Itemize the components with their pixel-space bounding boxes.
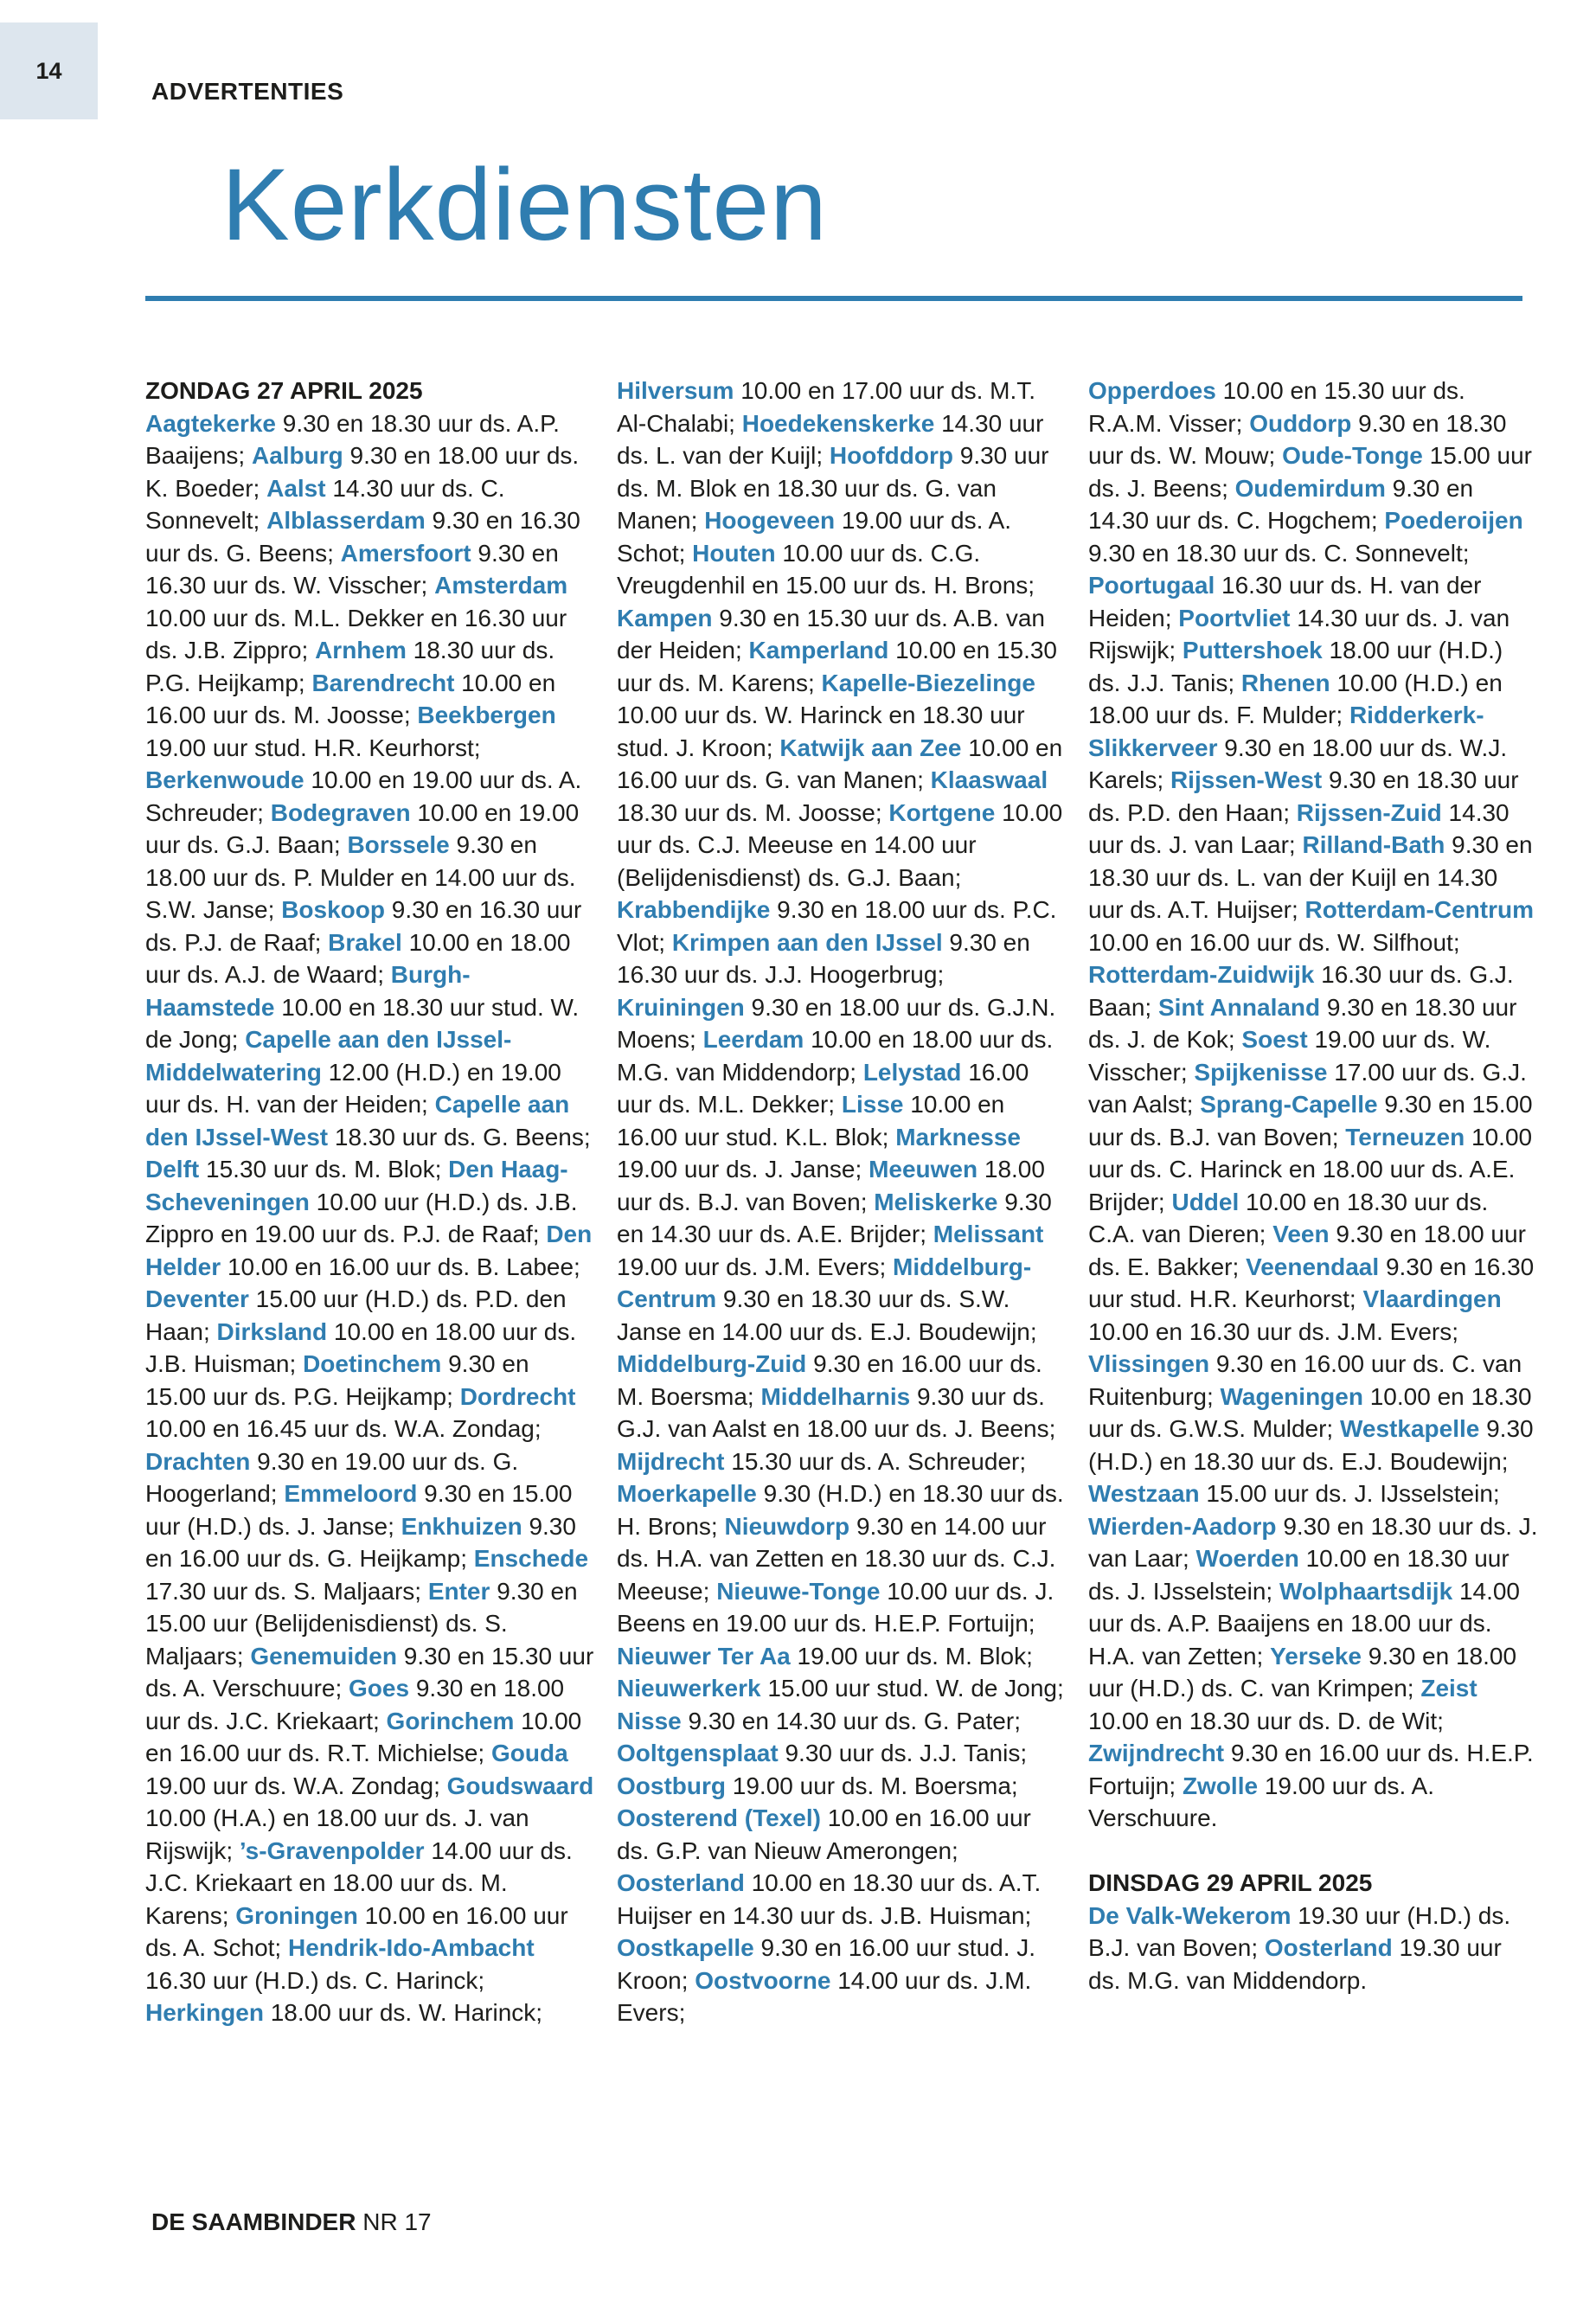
city-name: Oostvoorne xyxy=(695,1966,831,1994)
footer-brand: DE SAAMBINDER xyxy=(151,2208,356,2235)
city-name: Opperdoes xyxy=(1088,377,1216,404)
service-details: 10.00 en 16.00 uur ds. G. van Manen; xyxy=(617,734,1063,793)
city-name: Vlissingen xyxy=(1088,1350,1210,1377)
service-details: 19.00 uur ds. A. Schot; xyxy=(617,507,1012,567)
column-2 xyxy=(617,375,1067,2029)
city-name: Leerdam xyxy=(702,1026,804,1053)
city-name: Mijdrecht xyxy=(617,1447,725,1475)
city-name: Wierden-Aadorp xyxy=(1088,1512,1277,1540)
section-heading-sunday: ZONDAG 27 APRIL 2025 xyxy=(145,377,423,404)
city-name: Katwijk aan Zee xyxy=(779,734,962,761)
city-name: Enschede xyxy=(473,1545,589,1572)
city-name: De Valk-Wekerom xyxy=(1088,1901,1292,1929)
church-service-entry xyxy=(617,1740,1027,1766)
city-name: Aalburg xyxy=(251,442,343,469)
city-name: Westkapelle xyxy=(1339,1415,1480,1442)
service-details: 10.00 uur ds. C.G. Vreugdenhil en 15.00 uur ds. H. Brons; xyxy=(617,539,1035,599)
service-details: 9.30 en 16.00 uur ds. H.E.P. Fortuijn; xyxy=(1088,1740,1534,1799)
city-name: Poortvliet xyxy=(1178,604,1291,631)
city-name: Terneuzen xyxy=(1345,1123,1465,1150)
city-name: Spijkenisse xyxy=(1194,1058,1328,1086)
city-name: Capelle aan den IJssel-Middelwatering xyxy=(145,1026,512,1086)
service-details: 10.00 en 16.00 uur ds. M. Joosse; xyxy=(145,669,556,728)
city-name: Rhenen xyxy=(1240,669,1330,696)
city-name: Poortugaal xyxy=(1088,572,1215,599)
city-name: Barendrecht xyxy=(311,669,455,696)
service-details: 9.30 en 16.30 uur ds. W. Visscher; xyxy=(145,539,559,599)
service-details: 9.30 en 18.30 uur ds. J. van Laar; xyxy=(1088,1512,1538,1572)
city-name: Drachten xyxy=(145,1447,251,1475)
city-name: Veenendaal xyxy=(1246,1253,1380,1280)
service-details: 9.30 en 14.30 uur ds. A.E. Brijder; xyxy=(617,1188,1052,1247)
city-name: Kortgene xyxy=(888,798,996,826)
city-name: Wolphaartsdijk xyxy=(1279,1577,1453,1605)
city-name: Lelystad xyxy=(862,1058,962,1086)
service-details: 18.00 uur ds. W. Harinck; xyxy=(270,1999,543,2026)
service-details: 9.30 en 18.30 uur ds. S.W. Janse en 14.00 uur ds. E.J. Boudewijn; xyxy=(617,1285,1037,1345)
service-details: 10.00 en 15.30 uur ds. M. Karens; xyxy=(617,637,1057,696)
city-name: Oudemirdum xyxy=(1234,474,1386,502)
service-details: 9.30 (H.D.) en 18.30 uur ds. H. Brons; xyxy=(617,1480,1064,1540)
service-details: 14.00 uur ds. J.M. Evers; xyxy=(617,1966,1032,2026)
entries-paragraph xyxy=(1088,375,1538,1835)
city-name: Nisse xyxy=(617,1707,682,1734)
church-service-entry xyxy=(617,1643,1033,1670)
service-details: 10.00 en 18.00 uur ds. J.B. Huisman; xyxy=(145,1317,577,1377)
church-service-entry xyxy=(617,1708,1021,1734)
city-name: Genemuiden xyxy=(250,1642,397,1670)
city-name: Den Haag-Scheveningen xyxy=(145,1156,568,1215)
service-details: 19.30 uur (H.D.) ds. B.J. van Boven; xyxy=(1088,1901,1511,1961)
service-details: 15.00 uur stud. W. de Jong; xyxy=(767,1675,1064,1702)
service-details: 9.30 en 15.30 uur ds. A.B. van der Heiden; xyxy=(617,604,1045,663)
service-details: 9.30 en 18.00 uur ds. K. Boeder; xyxy=(145,442,580,502)
service-details: 16.30 uur ds. G.J. Baan; xyxy=(1088,961,1514,1021)
service-details: 9.30 en 18.30 uur ds. W. Mouw; xyxy=(1088,409,1507,469)
city-name: Sprang-Capelle xyxy=(1200,1091,1378,1118)
church-service-entry xyxy=(617,1448,1026,1475)
service-details: 9.30 uur ds. J.J. Tanis; xyxy=(785,1740,1028,1766)
service-details: 15.30 uur ds. M. Blok; xyxy=(206,1156,442,1183)
service-details: 19.00 uur ds. A. Verschuure. xyxy=(1088,1772,1434,1831)
city-name: Emmeloord xyxy=(284,1480,418,1507)
service-details: 9.30 en 16.30 uur ds. G. Beens; xyxy=(145,507,580,567)
service-details: 10.00 en 18.30 uur ds. G.W.S. Mulder; xyxy=(1088,1382,1532,1442)
service-details: 10.00 en 16.00 uur ds. A. Schot; xyxy=(145,1901,568,1961)
service-details: 19.30 uur ds. M.G. van Middendorp. xyxy=(1088,1934,1502,1994)
footer-issue: NR 17 xyxy=(362,2208,432,2235)
service-details: 9.30 en 16.30 uur ds. P.J. de Raaf; xyxy=(145,896,582,956)
service-details: 10.00 en 16.00 uur ds. W. Silfhout; xyxy=(1088,928,1460,956)
city-name: Hoogeveen xyxy=(704,507,836,534)
city-name: Kapelle-Biezelinge xyxy=(821,669,1035,696)
service-details: 9.30 en 14.00 uur ds. H.A. van Zetten en 18.30 uur ds. C.J. Meeuse; xyxy=(617,1512,1056,1605)
service-details: 9.30 en 15.00 uur ds. B.J. van Boven; xyxy=(1088,1091,1533,1150)
service-details: 9.30 en 15.30 uur ds. A. Verschuure; xyxy=(145,1642,594,1702)
service-details: 10.00 en 16.00 uur stud. K.L. Blok; xyxy=(617,1091,1005,1150)
service-details: 10.00 en 16.00 uur ds. R.T. Michielse; xyxy=(145,1707,582,1766)
service-details: 9.30 en 18.00 uur ds. W.J. Karels; xyxy=(1088,734,1508,793)
service-details: 10.00 (H.D.) en 18.00 uur ds. F. Mulder; xyxy=(1088,669,1503,728)
service-details: 17.30 uur ds. S. Maljaars; xyxy=(145,1577,422,1605)
entries-paragraph xyxy=(617,375,1067,2029)
service-details: 9.30 en 18.30 uur ds. J. de Kok; xyxy=(1088,993,1517,1053)
service-details: 18.30 uur ds. G. Beens; xyxy=(334,1123,591,1150)
city-name: Borssele xyxy=(347,831,450,858)
church-service-entry xyxy=(1088,1480,1500,1507)
service-details: 9.30 en 18.00 uur ds. G.J.N. Moens; xyxy=(617,993,1056,1053)
city-name: Oosterend (Texel) xyxy=(617,1804,821,1831)
service-details: 9.30 en 18.30 uur ds. L. van der Kuijl en 14.30 uur ds. A.T. Huijser; xyxy=(1088,831,1533,923)
city-name: Gorinchem xyxy=(386,1707,515,1734)
city-name: Westzaan xyxy=(1088,1480,1200,1507)
service-details: 9.30 en 14.30 uur ds. G. Pater; xyxy=(688,1707,1021,1734)
service-details: 9.30 en 16.30 uur stud. H.R. Keurhorst; xyxy=(1088,1253,1535,1312)
city-name: Goes xyxy=(349,1675,410,1702)
service-details: 10.00 en 16.45 uur ds. W.A. Zondag; xyxy=(145,1415,542,1442)
service-details: 9.30 uur ds. M. Blok en 18.30 uur ds. G. van Manen; xyxy=(617,442,1049,534)
city-name: Klaaswaal xyxy=(930,766,1048,793)
service-details: 9.30 en 18.00 uur ds. P. Mulder en 14.00 uur ds. S.W. Janse; xyxy=(145,831,576,923)
city-name: Woerden xyxy=(1195,1545,1299,1572)
service-details: 17.00 uur ds. G.J. van Aalst; xyxy=(1088,1058,1527,1118)
service-details: 9.30 en 16.00 uur stud. J. Kroon; xyxy=(617,1934,1036,1994)
city-name: Oostkapelle xyxy=(617,1934,754,1961)
city-name: Marknesse xyxy=(895,1123,1021,1150)
city-name: Vlaardingen xyxy=(1362,1285,1502,1312)
service-details: 9.30 uur ds. G.J. van Aalst en 18.00 uur ds. J. Beens; xyxy=(617,1382,1056,1442)
service-details: 9.30 en 16.00 uur ds. G. Heijkamp; xyxy=(145,1512,576,1572)
church-service-entry xyxy=(617,1869,1041,1929)
service-details: 9.30 en 14.30 uur ds. C. Hogchem; xyxy=(1088,474,1474,534)
service-details: 14.30 uur ds. J. van Laar; xyxy=(1088,798,1509,858)
service-details: 14.30 uur ds. J. van Rijswijk; xyxy=(1088,604,1510,663)
service-details: 19.00 uur ds. J. Janse; xyxy=(617,1156,862,1183)
service-details: 16.30 uur ds. H. van der Heiden; xyxy=(1088,572,1482,631)
service-details: 9.30 en 19.00 uur ds. G. Hoogerland; xyxy=(145,1447,519,1507)
service-details: 10.00 en 17.00 uur ds. M.T. Al-Chalabi; xyxy=(617,377,1036,437)
service-details: 9.30 en 18.00 uur ds. E. Bakker; xyxy=(1088,1221,1526,1280)
city-name: Zwolle xyxy=(1182,1772,1259,1799)
city-name: Brakel xyxy=(328,928,402,956)
service-details: 19.00 uur ds. W. Visscher; xyxy=(1088,1026,1491,1086)
service-details: 10.00 en 18.00 uur ds. A.J. de Waard; xyxy=(145,928,571,988)
city-name: Alblasserdam xyxy=(266,507,426,534)
service-details: 9.30 en 18.30 uur ds. P.D. den Haan; xyxy=(1088,766,1519,826)
service-details: 10.00 en 18.30 uur ds. J. IJsselstein; xyxy=(1088,1545,1509,1605)
church-service-entry xyxy=(617,1675,1064,1702)
city-name: Arnhem xyxy=(315,637,407,663)
city-name: Krimpen aan den IJssel xyxy=(671,928,943,956)
service-details: 10.00 en 16.00 uur ds. G.P. van Nieuw Amerongen; xyxy=(617,1804,1031,1864)
city-name: Sint Annaland xyxy=(1157,993,1321,1021)
section-heading-tuesday: DINSDAG 29 APRIL 2025 xyxy=(1088,1869,1373,1896)
service-details: 10.00 en 18.30 uur ds. C.A. van Dieren; xyxy=(1088,1188,1489,1247)
service-details: 9.30 (H.D.) en 18.30 uur ds. E.J. Boudewijn; xyxy=(1088,1415,1534,1475)
city-name: Nieuwdorp xyxy=(724,1512,850,1540)
service-details: 10.00 en 16.30 uur ds. J.M. Evers; xyxy=(1088,1317,1459,1345)
service-details: 12.00 (H.D.) en 19.00 uur ds. H. van der Heiden; xyxy=(145,1058,561,1118)
city-name: Meliskerke xyxy=(874,1188,998,1215)
city-name: Kruiningen xyxy=(617,993,745,1021)
service-details: 10.00 en 18.30 uur stud. W. de Jong; xyxy=(145,993,580,1053)
service-details: 9.30 en 18.30 uur ds. A.P. Baaijens; xyxy=(145,409,560,469)
city-name: Rotterdam-Zuidwijk xyxy=(1088,961,1315,988)
entries-paragraph xyxy=(1088,1900,1538,1997)
city-name: Goudswaard xyxy=(446,1772,594,1799)
service-details: 19.00 uur ds. J.M. Evers; xyxy=(617,1253,887,1280)
city-name: Aalst xyxy=(266,474,326,502)
city-name: Bodegraven xyxy=(270,798,411,826)
service-details: 16.30 uur (H.D.) ds. C. Harinck; xyxy=(145,1966,485,1994)
service-details: 14.30 uur ds. C. Sonnevelt; xyxy=(145,474,505,534)
city-name: Enter xyxy=(427,1577,490,1605)
entries-paragraph xyxy=(145,407,595,2029)
city-name: Rotterdam-Centrum xyxy=(1304,896,1535,923)
city-name: Amsterdam xyxy=(434,572,568,599)
service-details: 10.00 uur ds. C. Harinck en 18.00 uur ds. A.E. Brijder; xyxy=(1088,1123,1533,1215)
city-name: Middelburg-Zuid xyxy=(617,1350,807,1377)
service-details: 10.00 (H.A.) en 18.00 uur ds. J. van Rijswijk; xyxy=(145,1804,529,1864)
section-label: ADVERTENTIES xyxy=(151,78,344,105)
city-name: Veen xyxy=(1272,1221,1330,1247)
city-name: Boskoop xyxy=(281,896,385,923)
church-service-entry xyxy=(145,1156,441,1183)
city-name: Hendrik-Ido-Ambacht xyxy=(287,1934,535,1961)
city-name: Oosterland xyxy=(617,1869,745,1896)
city-name: Zeist xyxy=(1420,1675,1477,1702)
service-details: 9.30 en 15.00 uur (Belijdenisdienst) ds. S. Maljaars; xyxy=(145,1577,578,1670)
service-details: 10.00 uur (H.D.) ds. J.B. Zippro en 19.00 uur ds. P.J. de Raaf; xyxy=(145,1188,578,1247)
service-details: 19.00 uur ds. M. Blok; xyxy=(797,1642,1033,1670)
city-name: Ridderkerk-Slikkerveer xyxy=(1088,702,1484,761)
service-details: 14.00 uur ds. A.P. Baaijens en 18.00 uur ds. H.A. van Zetten; xyxy=(1088,1577,1521,1670)
service-details: 18.00 uur (H.D.) ds. J.J. Tanis; xyxy=(1088,637,1503,696)
city-name: Lisse xyxy=(841,1091,904,1118)
city-name: Hilversum xyxy=(617,377,734,404)
church-service-entry xyxy=(617,1772,1018,1799)
service-details: 18.30 uur ds. M. Joosse; xyxy=(617,798,882,826)
title-divider xyxy=(145,296,1522,301)
city-name: Uddel xyxy=(1171,1188,1240,1215)
service-details: 10.00 en 16.00 uur ds. B. Labee; xyxy=(227,1253,580,1280)
city-name: Dirksland xyxy=(216,1317,328,1345)
city-name: Kampen xyxy=(617,604,713,631)
city-name: Yerseke xyxy=(1270,1642,1362,1670)
service-details: 19.00 uur stud. H.R. Keurhorst; xyxy=(145,734,481,761)
city-name: Groningen xyxy=(235,1901,358,1929)
service-details: 15.00 uur (H.D.) ds. P.D. den Haan; xyxy=(145,1285,567,1345)
city-name: Middelharnis xyxy=(760,1382,911,1410)
city-name: Nieuwerkerk xyxy=(617,1675,761,1702)
service-details: 14.30 uur ds. L. van der Kuijl; xyxy=(617,409,1044,469)
city-name: Nieuwer Ter Aa xyxy=(617,1642,791,1670)
city-name: Beekbergen xyxy=(417,702,556,728)
section-spacer xyxy=(1088,1835,1538,1868)
city-name: Doetinchem xyxy=(303,1350,442,1377)
page-title: Kerkdiensten xyxy=(221,148,828,262)
city-name: Den Helder xyxy=(145,1221,593,1280)
city-name: Oosterland xyxy=(1264,1934,1393,1961)
service-details: 9.30 en 18.00 uur ds. P.C. Vlot; xyxy=(617,896,1057,956)
city-name: Hoedekenskerke xyxy=(741,409,935,437)
city-name: Poederoijen xyxy=(1384,507,1523,534)
service-details: 9.30 en 16.00 uur ds. M. Boersma; xyxy=(617,1350,1042,1410)
footer xyxy=(151,2208,432,2236)
city-name: Deventer xyxy=(145,1285,249,1312)
service-details: 19.00 uur ds. M. Boersma; xyxy=(732,1772,1018,1799)
service-details: 10.00 en 19.00 uur ds. A. Schreuder; xyxy=(145,766,582,826)
city-name: Moerkapelle xyxy=(617,1480,757,1507)
city-name: Ouddorp xyxy=(1249,409,1352,437)
page-number: 14 xyxy=(35,57,62,84)
service-details: 16.00 uur ds. M.L. Dekker; xyxy=(617,1058,1029,1118)
city-name: Oostburg xyxy=(617,1772,726,1799)
service-details: 9.30 en 15.00 uur ds. P.G. Heijkamp; xyxy=(145,1350,529,1410)
service-details: 15.00 uur ds. J. Beens; xyxy=(1088,442,1532,502)
city-name: Puttershoek xyxy=(1182,637,1323,663)
city-name: Houten xyxy=(692,539,776,567)
city-name: Gouda xyxy=(490,1740,568,1766)
service-details: 10.00 en 15.30 uur ds. R.A.M. Visser; xyxy=(1088,377,1465,437)
service-details: 15.00 uur ds. J. IJsselstein; xyxy=(1206,1480,1500,1507)
service-details: 10.00 en 19.00 uur ds. G.J. Baan; xyxy=(145,798,580,858)
city-name: Berkenwoude xyxy=(145,766,304,793)
service-details: 19.00 uur ds. W.A. Zondag; xyxy=(145,1772,440,1799)
service-details: 10.00 uur ds. M.L. Dekker en 16.30 uur ds. J.B. Zippro; xyxy=(145,604,567,663)
city-name: Nieuwe-Tonge xyxy=(716,1577,881,1605)
city-name: Rilland-Bath xyxy=(1302,831,1445,858)
city-name: Capelle aan den IJssel-West xyxy=(145,1091,570,1150)
city-name: Melissant xyxy=(933,1221,1044,1247)
service-details: 9.30 en 16.00 uur ds. C. van Ruitenburg; xyxy=(1088,1350,1522,1410)
city-name: Amersfoort xyxy=(340,539,471,567)
service-details: 10.00 en 18.30 uur ds. A.T. Huijser en 14.30 uur ds. J.B. Huisman; xyxy=(617,1869,1042,1929)
service-details: 18.30 uur ds. P.G. Heijkamp; xyxy=(145,637,555,696)
service-details: 14.00 uur ds. J.C. Kriekaart en 18.00 uur ds. M. Karens; xyxy=(145,1836,573,1929)
city-name: Soest xyxy=(1241,1026,1308,1053)
service-details: 10.00 uur ds. C.J. Meeuse en 14.00 uur (Belijdenisdienst) ds. G.J. Baan; xyxy=(617,798,1063,891)
column-1 xyxy=(145,375,595,2029)
city-name: Burgh-Haamstede xyxy=(145,961,471,1021)
service-details: 9.30 en 18.00 uur (H.D.) ds. C. van Krimpen; xyxy=(1088,1642,1517,1702)
city-name: Herkingen xyxy=(145,1999,264,2026)
city-name: Aagtekerke xyxy=(145,409,276,437)
city-name: ’s-Gravenpolder xyxy=(239,1836,425,1864)
column-3 xyxy=(1088,375,1538,1997)
city-name: Enkhuizen xyxy=(401,1512,522,1540)
city-name: Zwijndrecht xyxy=(1088,1740,1225,1766)
city-name: Kamperland xyxy=(748,637,889,663)
city-name: Oude-Tonge xyxy=(1282,442,1423,469)
service-details: 18.00 uur ds. B.J. van Boven; xyxy=(617,1156,1045,1215)
page-number-tab xyxy=(0,22,98,119)
service-details: 10.00 uur ds. J. Beens en 19.00 uur ds. H.E.P. Fortuijn; xyxy=(617,1577,1054,1637)
church-service-entry xyxy=(145,1999,542,2026)
church-service-entry xyxy=(617,929,1030,989)
city-name: Hoofddorp xyxy=(829,442,953,469)
service-details: 9.30 en 18.00 uur ds. J.C. Kriekaart; xyxy=(145,1675,565,1734)
city-name: Dordrecht xyxy=(459,1382,576,1410)
service-details: 15.30 uur ds. A. Schreuder; xyxy=(731,1447,1027,1475)
service-details: 10.00 en 18.30 uur ds. D. de Wit; xyxy=(1088,1707,1444,1734)
city-name: Middelburg-Centrum xyxy=(617,1253,1032,1312)
city-name: Delft xyxy=(145,1156,200,1183)
service-details: 10.00 uur ds. W. Harinck en 18.30 uur stud. J. Kroon; xyxy=(617,702,1025,761)
city-name: Wageningen xyxy=(1220,1382,1363,1410)
city-name: Meeuwen xyxy=(869,1156,978,1183)
service-details: 9.30 en 18.30 uur ds. C. Sonnevelt; xyxy=(1088,539,1470,567)
service-details: 9.30 en 16.30 uur ds. J.J. Hoogerbrug; xyxy=(617,928,1030,988)
service-details: 10.00 en 18.00 uur ds. M.G. van Middendorp; xyxy=(617,1026,1054,1086)
city-name: Rijssen-Zuid xyxy=(1296,798,1442,826)
service-details: 9.30 en 15.00 uur (H.D.) ds. J. Janse; xyxy=(145,1480,573,1540)
city-name: Krabbendijke xyxy=(617,896,771,923)
church-service-entry xyxy=(617,1804,1031,1864)
city-name: Ooltgensplaat xyxy=(617,1740,779,1766)
city-name: Rijssen-West xyxy=(1170,766,1323,793)
